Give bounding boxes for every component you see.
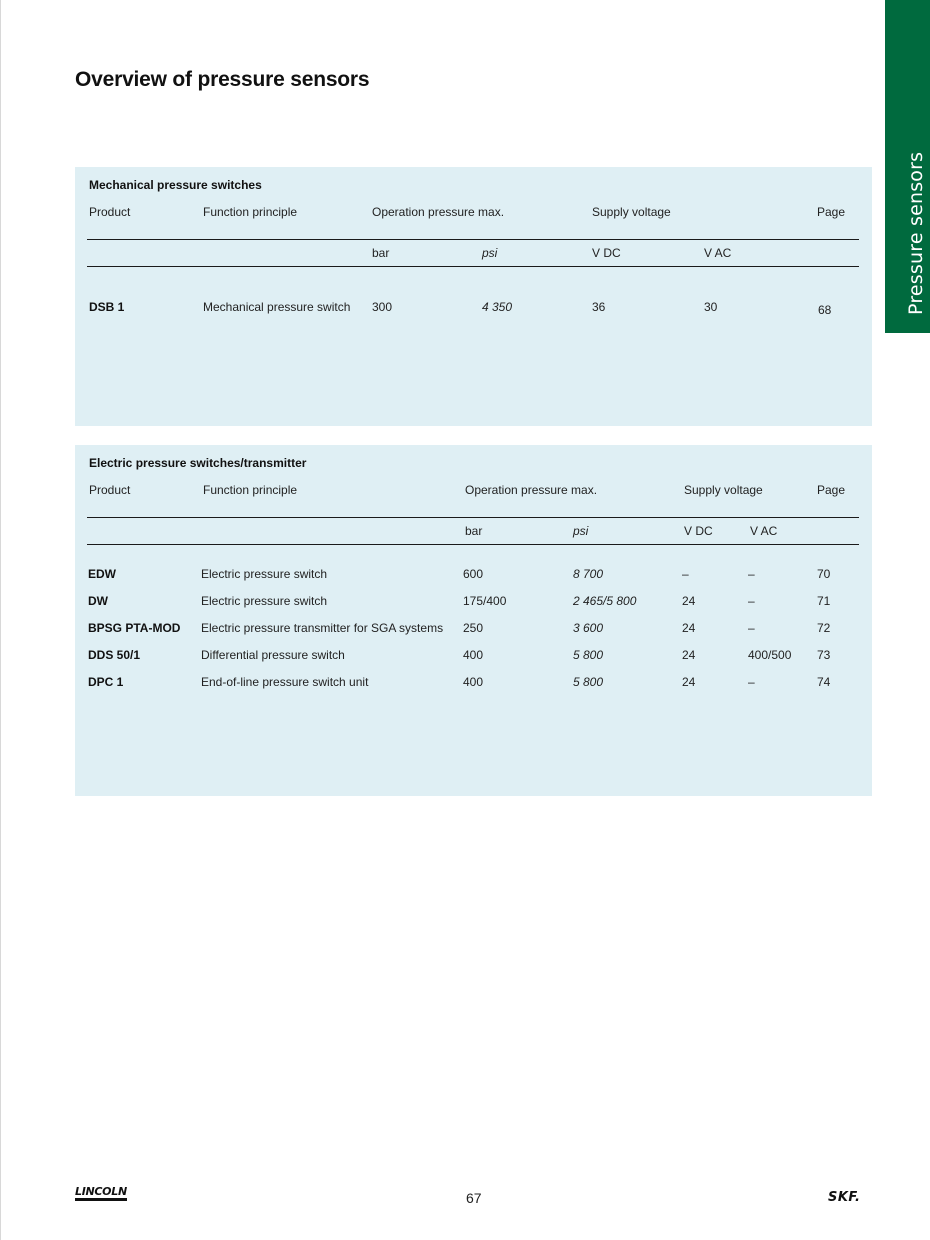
cell-vac: 400/500 xyxy=(748,648,792,662)
cell-product: DSB 1 xyxy=(89,300,125,314)
unit-header-vac: V AC xyxy=(704,246,732,260)
header-divider xyxy=(87,517,859,518)
unit-header-bar: bar xyxy=(372,246,390,260)
cell-bar: 300 xyxy=(372,300,393,314)
cell-page: 73 xyxy=(817,648,831,662)
cell-function: End-of-line pressure switch unit xyxy=(201,675,369,689)
cell-vdc: 24 xyxy=(682,675,696,689)
unit-header-bar: bar xyxy=(465,524,483,538)
column-header-product: Product xyxy=(89,483,131,497)
unit-header-vdc: V DC xyxy=(592,246,621,260)
skf-logo: SKF. xyxy=(828,1190,861,1205)
section-tab-label: Pressure sensors xyxy=(905,151,927,315)
unit-header-psi: psi xyxy=(482,246,498,260)
cell-function: Electric pressure switch xyxy=(201,594,328,608)
electric-switches-table xyxy=(75,445,872,796)
cell-product: DPC 1 xyxy=(88,675,124,689)
column-header-pressure: Operation pressure max. xyxy=(465,483,598,497)
cell-vdc: 24 xyxy=(682,648,696,662)
cell-page: 72 xyxy=(817,621,831,635)
subheader-divider xyxy=(87,544,859,545)
cell-product: BPSG PTA-MOD xyxy=(88,621,181,635)
cell-vdc: 36 xyxy=(592,300,606,314)
cell-function: Electric pressure transmitter for SGA systems xyxy=(201,621,444,635)
column-header-function: Function principle xyxy=(203,205,298,219)
cell-vdc: 24 xyxy=(682,621,696,635)
table-heading: Electric pressure switches/transmitter xyxy=(89,456,307,470)
cell-page: 70 xyxy=(817,567,831,581)
cell-vdc: 24 xyxy=(682,594,696,608)
cell-psi: 2 465/5 800 xyxy=(573,594,637,608)
column-header-page: Page xyxy=(817,483,846,497)
table-heading: Mechanical pressure switches xyxy=(89,178,262,192)
cell-function: Electric pressure switch xyxy=(201,567,328,581)
subheader-divider xyxy=(87,266,859,267)
page-edge-line xyxy=(0,0,1,1240)
cell-vac: – xyxy=(748,675,755,689)
header-divider xyxy=(87,239,859,240)
cell-vac: – xyxy=(748,621,755,635)
cell-psi: 5 800 xyxy=(573,648,604,662)
cell-bar: 600 xyxy=(463,567,484,581)
cell-bar: 175/400 xyxy=(463,594,507,608)
cell-product: EDW xyxy=(88,567,116,581)
cell-function: Differential pressure switch xyxy=(201,648,345,662)
lincoln-logo: LINCOLN xyxy=(75,1186,127,1201)
cell-psi: 5 800 xyxy=(573,675,604,689)
page-title: Overview of pressure sensors xyxy=(75,68,370,91)
column-header-page: Page xyxy=(817,205,846,219)
unit-header-vdc: V DC xyxy=(684,524,713,538)
cell-bar: 250 xyxy=(463,621,484,635)
cell-vac: – xyxy=(748,567,755,581)
cell-psi: 4 350 xyxy=(482,300,513,314)
cell-psi: 3 600 xyxy=(573,621,604,635)
column-header-supply: Supply voltage xyxy=(592,205,671,219)
cell-product: DW xyxy=(88,594,108,608)
column-header-pressure: Operation pressure max. xyxy=(372,205,505,219)
cell-vdc: – xyxy=(682,567,689,581)
cell-product: DDS 50/1 xyxy=(88,648,141,662)
column-header-function: Function principle xyxy=(203,483,298,497)
cell-vac: 30 xyxy=(704,300,718,314)
cell-vac: – xyxy=(748,594,755,608)
cell-page: 74 xyxy=(817,675,831,689)
cell-bar: 400 xyxy=(463,675,484,689)
cell-function: Mechanical pressure switch xyxy=(203,300,351,314)
cell-bar: 400 xyxy=(463,648,484,662)
cell-page: 68 xyxy=(818,303,832,317)
mechanical-switches-table xyxy=(75,167,872,426)
column-header-product: Product xyxy=(89,205,131,219)
cell-page: 71 xyxy=(817,594,831,608)
column-header-supply: Supply voltage xyxy=(684,483,763,497)
page-number: 67 xyxy=(466,1190,482,1206)
cell-psi: 8 700 xyxy=(573,567,604,581)
unit-header-psi: psi xyxy=(573,524,589,538)
unit-header-vac: V AC xyxy=(750,524,778,538)
